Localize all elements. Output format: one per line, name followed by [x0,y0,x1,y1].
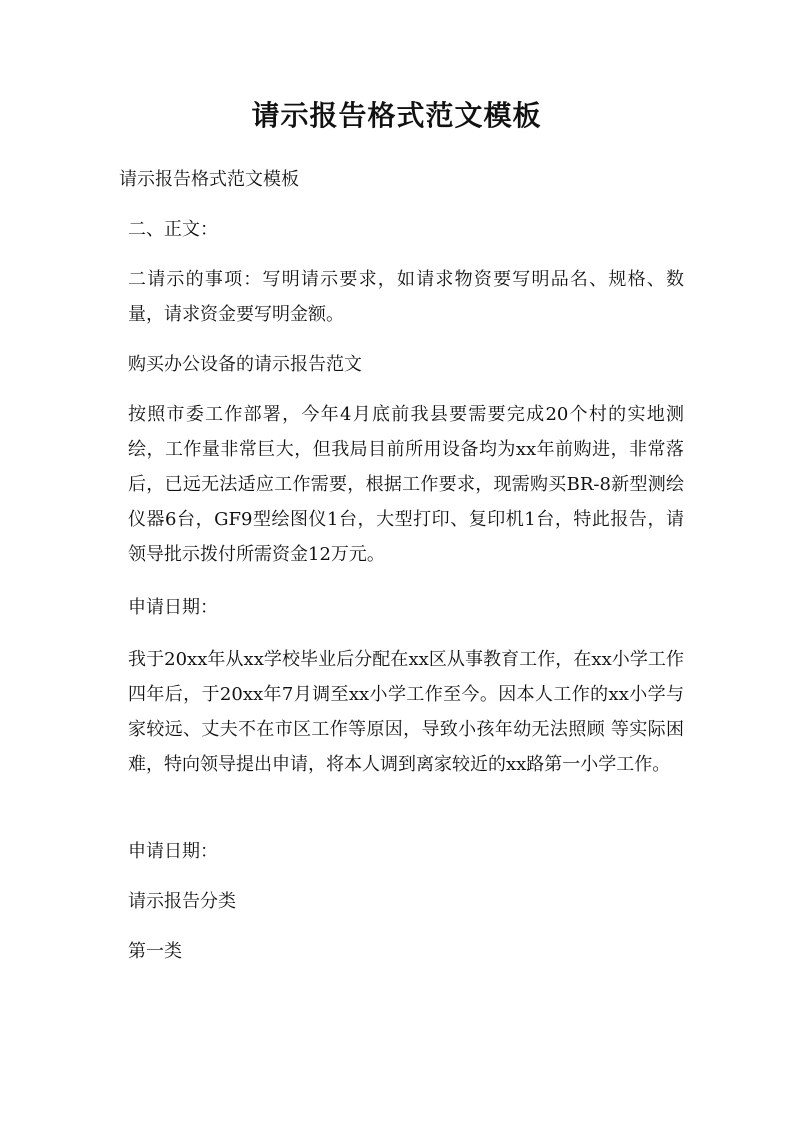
paragraph-request-items: 二请示的事项：写明请示要求，如请求物资要写明品名、规格、数量，请求资金要写明金额。 [128,269,684,325]
paragraph-example-heading: 购买办公设备的请示报告范文 [128,354,362,375]
paragraph-application-date: 申请日期： [128,597,218,618]
paragraph-category-heading: 请示报告分类 [128,891,236,912]
paragraph-example-body: 按照市委工作部署，今年4月底前我县要需要完成20个村的实地测绘，工作量非常巨大，但我局目前所用设备均为xx年前购进，非常落后，已远无法适应工作需要，根据工作要求，现需购买BR-8新型测绘仪器6台，GF9型绘图仪1台，大型打印、复印机1台，特此报告，请领导批示拨付所需资金12万元。 [128,404,684,565]
paragraph-subtitle: 请示报告格式范文模板 [119,169,299,190]
paragraph-application-date-2: 申请日期： [128,841,218,862]
paragraph-first-category: 第一类 [128,941,182,962]
paragraph-transfer-body: 我于20xx年从xx学校毕业后分配在xx区从事教育工作，在xx小学工作四年后，于20xx年7月调至xx小学工作至今。因本人工作的xx小学与家较远、丈夫不在市区工作等原因，导致小孩年幼无法照顾 等实际困难，特向领导提出申请，将本人调到离家较近的xx路第一小学工作。 [128,649,684,775]
document-title: 请示报告格式范文模板 [251,99,542,132]
paragraph-section-heading: 二、正文： [128,219,218,240]
